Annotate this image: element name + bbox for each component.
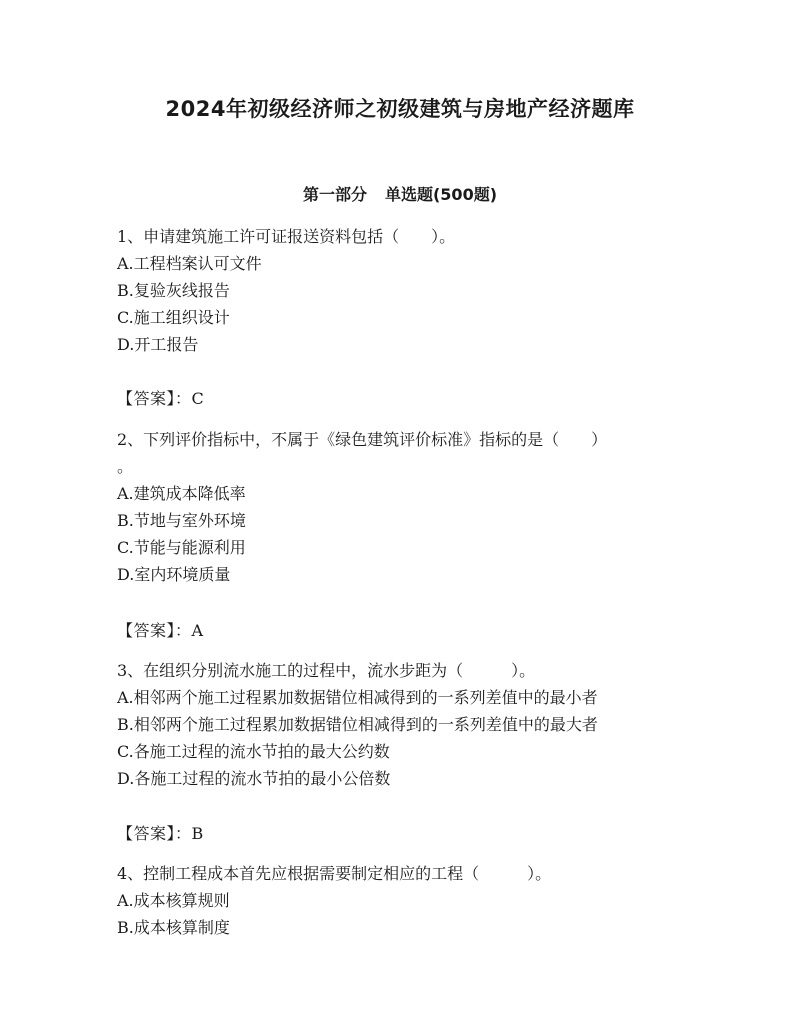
section-name: 单选题(500题) — [384, 185, 498, 204]
question-1-option-d: D.开工报告 — [117, 335, 199, 354]
question-3-option-a: A.相邻两个施工过程累加数据错位相减得到的一系列差值中的最小者 — [117, 688, 598, 707]
question-2-option-c: C.节能与能源利用 — [117, 538, 246, 557]
question-1-option-a: A.工程档案认可文件 — [117, 254, 262, 273]
document-title: 2024年初级经济师之初级建筑与房地产经济题库 — [165, 97, 635, 121]
question-4-stem: 4、控制工程成本首先应根据需要制定相应的工程（ ）。 — [117, 864, 552, 883]
question-2-option-a: A.建筑成本降低率 — [117, 484, 246, 503]
question-2-stem: 2、下列评价指标中，不属于《绿色建筑评价标准》指标的是（ ） — [117, 430, 608, 449]
question-1-answer: 【答案】：C — [117, 389, 205, 408]
question-3-option-b: B.相邻两个施工过程累加数据错位相减得到的一系列差值中的最大者 — [117, 715, 598, 734]
question-3-answer: 【答案】：B — [117, 824, 204, 843]
question-4-option-b: B.成本核算制度 — [117, 918, 230, 937]
question-3-option-c: C.各施工过程的流水节拍的最大公约数 — [117, 742, 390, 761]
question-2-stem-continued: 。 — [117, 457, 134, 476]
question-1-stem: 1、申请建筑施工许可证报送资料包括（ ）。 — [117, 227, 456, 246]
question-1-option-b: B.复验灰线报告 — [117, 281, 230, 300]
question-3-option-d: D.各施工过程的流水节拍的最小公倍数 — [117, 769, 391, 788]
section-title — [0, 183, 800, 207]
question-2-answer: 【答案】：A — [117, 621, 204, 640]
question-4-option-a: A.成本核算规则 — [117, 891, 230, 910]
question-3-stem: 3、在组织分别流水施工的过程中，流水步距为（ ）。 — [117, 661, 536, 680]
question-2-option-d: D.室内环境质量 — [117, 565, 231, 584]
question-1-option-c: C.施工组织设计 — [117, 308, 230, 327]
question-2-option-b: B.节地与室外环境 — [117, 511, 246, 530]
section-part: 第一部分 — [302, 185, 367, 204]
